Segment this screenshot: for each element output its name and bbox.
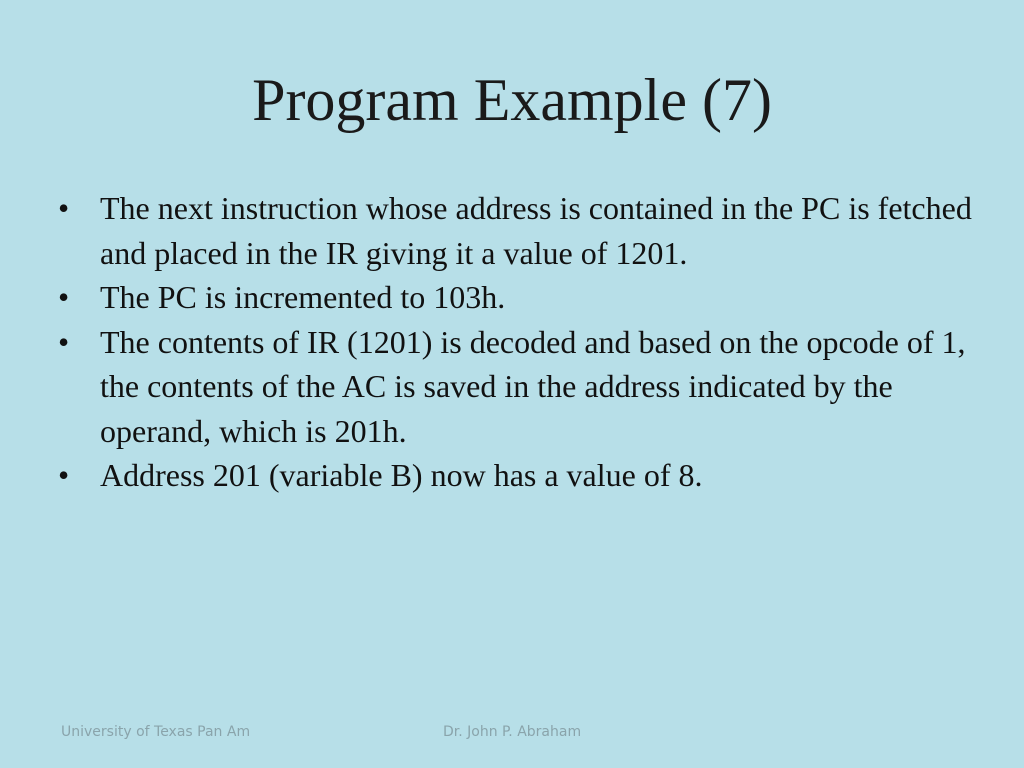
bullet-item [58, 275, 978, 320]
footer-institution: University of Texas Pan Am [61, 724, 251, 740]
bullet-icon: • [58, 279, 70, 315]
bullet-icon: • [58, 457, 70, 493]
bullet-item [58, 453, 978, 498]
bullet-text: The contents of IR (1201) is decoded and based on the opcode of 1, the contents of the AC is saved in the address indicated by the operand, which is 201h. [100, 323, 966, 449]
bullet-text: The next instruction whose address is contained in the PC is fetched and placed in the IR giving it a value of 1201. [100, 190, 972, 271]
bullet-icon: • [58, 323, 70, 360]
bullet-item [58, 186, 978, 275]
footer-author: Dr. John P. Abraham [443, 724, 582, 740]
bullet-icon: • [58, 190, 70, 226]
bullet-list [58, 186, 978, 498]
bullet-text: The PC is incremented to 103h. [100, 279, 506, 315]
slide-title: Program Example (7) [252, 67, 772, 133]
bullet-item [58, 320, 978, 454]
bullet-text: Address 201 (variable B) now has a value of 8. [100, 457, 703, 493]
